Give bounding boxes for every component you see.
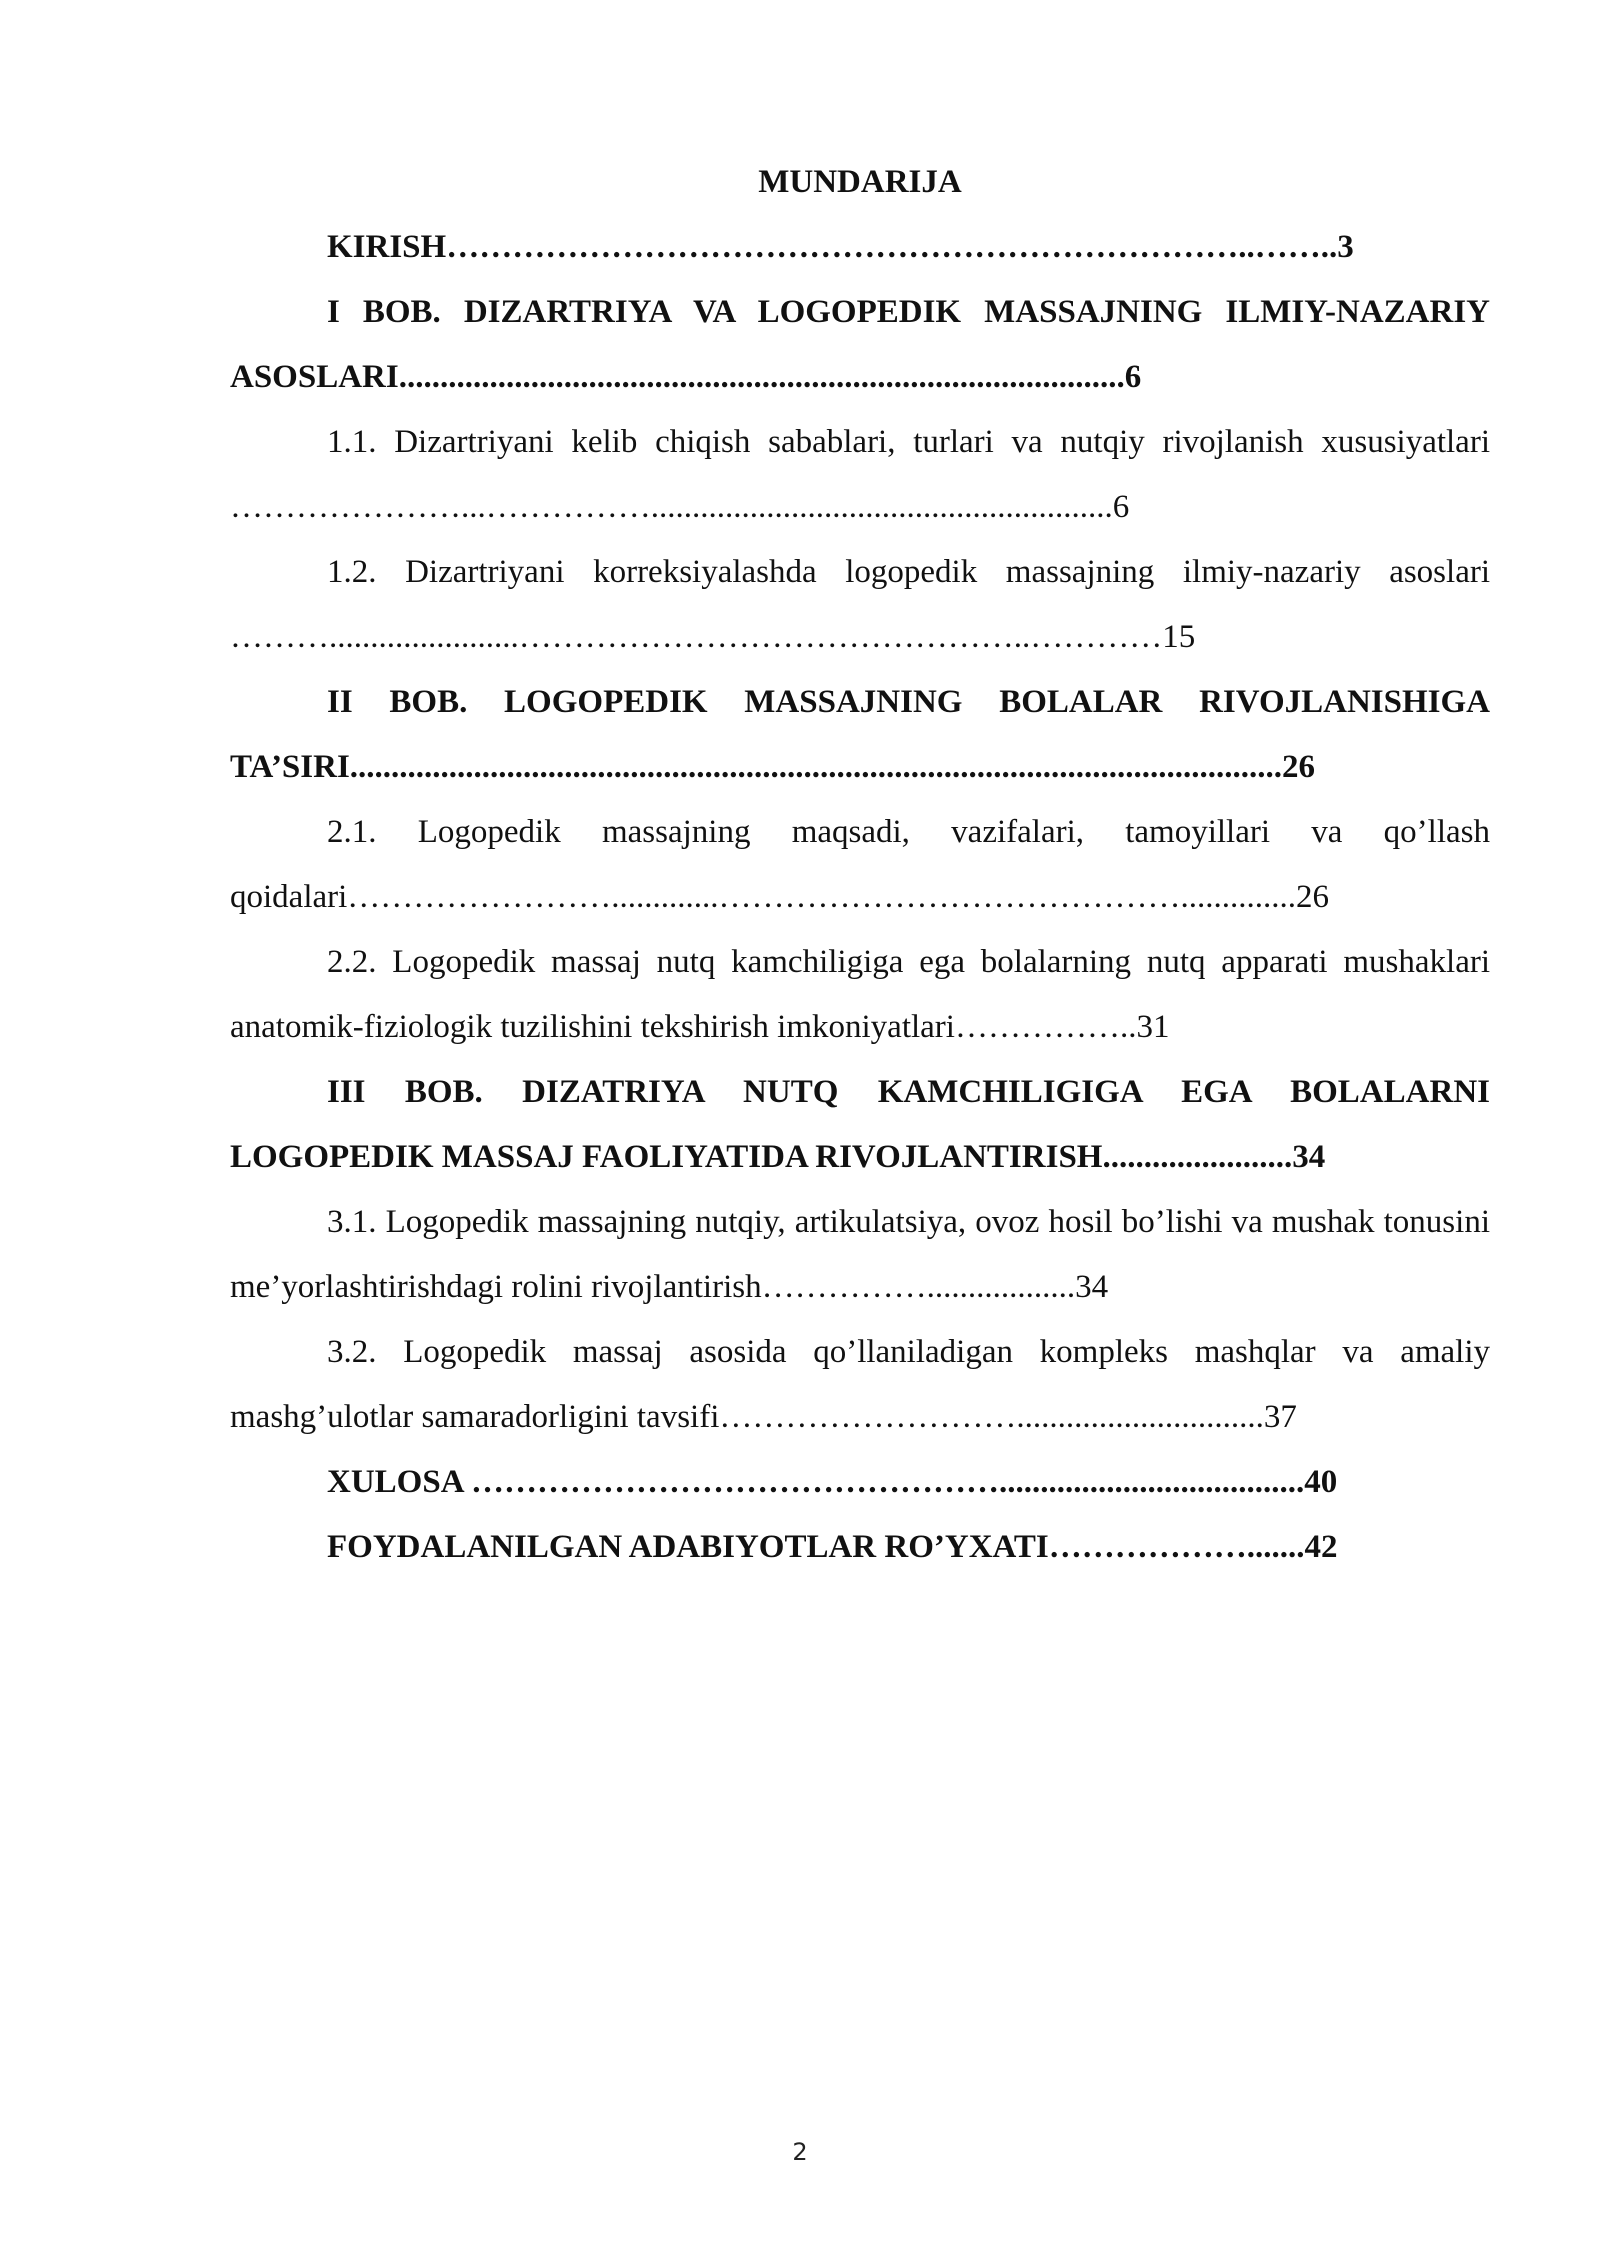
- toc-entry-chapter-1: I BOB. DIZARTRIYA VA LOGOPEDIK MASSAJNING ILMIY-NAZARIY ASOSLARI........................................................................................6: [230, 294, 1490, 395]
- toc-entry-section-2-1: 2.1. Logopedik massajning maqsadi, vazifalari, tamoyillari va qo’llash qoidalari…………………….............……………………………………..............26: [230, 814, 1490, 915]
- toc-entry-chapter-3: III BOB. DIZATRIYA NUTQ KAMCHILIGIGA EGA BOLALARNI LOGOPEDIK MASSAJ FAOLIYATIDA RIVOJLANTIRISH.......................34: [230, 1074, 1490, 1175]
- page-number: 2: [792, 2138, 808, 2166]
- toc-entry-section-3-2: 3.2. Logopedik massaj asosida qo’llaniladigan kompleks mashqlar va amaliy mashg’ulotlar samaradorligini tavsifi………………………..............................37: [230, 1334, 1490, 1435]
- toc-entry-chapter-2: II BOB. LOGOPEDIK MASSAJNING BOLALAR RIVOJLANISHIGA TA’SIRI.................................................................................................................26: [230, 684, 1490, 785]
- toc-title: MUNDARIJA: [758, 164, 962, 200]
- toc-entry-section-2-2: 2.2. Logopedik massaj nutq kamchiligiga ega bolalarning nutq apparati mushaklari anatomik-fiziologik tuzilishini tekshirish imkoniyatlari……………..31: [230, 944, 1490, 1045]
- toc-entry-references: FOYDALANILGAN ADABIYOTLAR RO’YXATI……………….......42: [327, 1529, 1338, 1565]
- toc-entry-section-3-1: 3.1. Logopedik massajning nutqiy, artikulatsiya, ovoz hosil bo’lishi va mushak tonusini me’yorlashtirishdagi rolini rivojlantirish……………..................34: [230, 1204, 1490, 1305]
- toc-entry-section-1-2: 1.2. Dizartriyani korreksiyalashda logopedik massajning ilmiy-nazariy asoslari ……….......................………………………………………..…………15: [230, 554, 1490, 655]
- toc-entry-kirish: KIRISH………………………………………………………………..……..3: [327, 229, 1354, 265]
- toc-entry-xulosa: XULOSA ………………………………………….....................................40: [327, 1464, 1338, 1500]
- toc-entry-section-1-1: 1.1. Dizartriyani kelib chiqish sabablari, turlari va nutqiy rivojlanish xususiyatlari …………………...……………........................................................6: [230, 424, 1490, 525]
- table-of-contents: [230, 150, 1490, 1580]
